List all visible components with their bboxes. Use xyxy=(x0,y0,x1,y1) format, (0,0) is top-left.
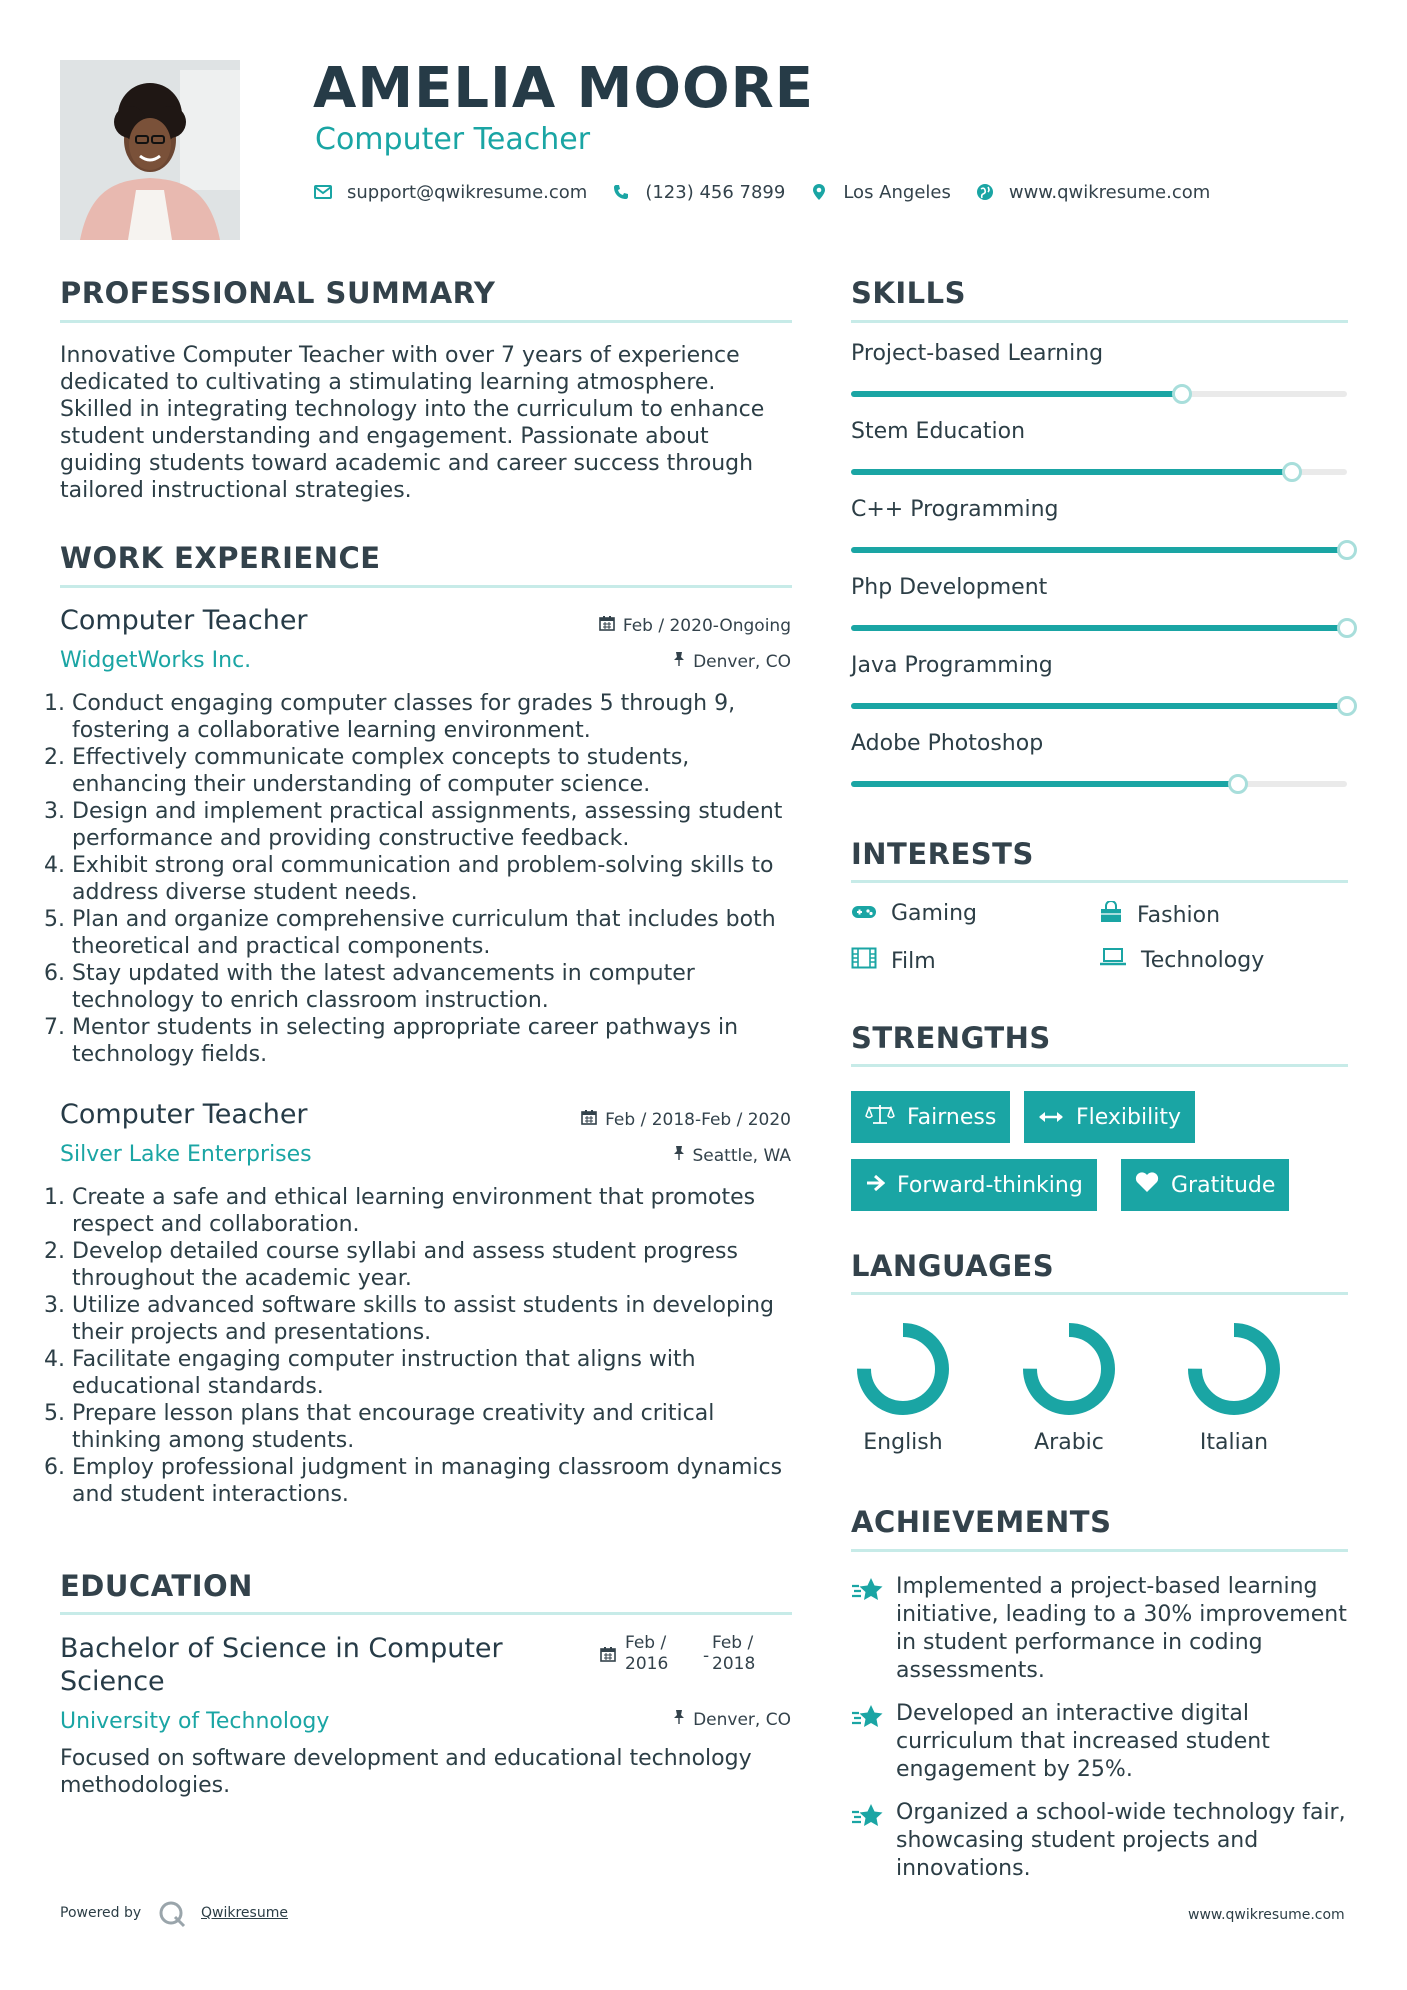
interest-label: Technology xyxy=(1141,947,1265,973)
strength-chip-forward-thinking xyxy=(851,1159,1097,1211)
degree-title: Bachelor of Science in Computer Science xyxy=(60,1633,503,1697)
language-level-arc xyxy=(1030,1330,1108,1408)
skill-level-fill xyxy=(851,391,1182,397)
list-item: 5. Prepare lesson plans that encourage creativity and critical thinking among students. xyxy=(72,1400,794,1454)
candidate-name: AMELIA MOORE xyxy=(313,56,814,121)
achievement-item: Organized a school-wide technology fair, showcasing student projects and innovations. xyxy=(896,1800,1346,1881)
star-icon xyxy=(851,1802,885,1834)
language-level-ring xyxy=(851,1317,955,1421)
interest-gaming xyxy=(851,901,977,926)
list-item: 3. Utilize advanced software skills to assist students in developing their projects and presentations. xyxy=(72,1292,794,1346)
work-divider xyxy=(60,585,792,588)
edu-date-separator: - xyxy=(703,1646,710,1666)
language-level-ring xyxy=(1017,1317,1121,1421)
contact-location: Los Angeles xyxy=(843,181,951,203)
education-heading: EDUCATION xyxy=(60,1569,253,1603)
job-dates-text: Feb / 2020-Ongoing xyxy=(622,615,791,636)
job-location xyxy=(531,1145,791,1166)
strength-chip-fairness xyxy=(851,1091,1010,1143)
edu-start-year: 2016 xyxy=(625,1654,669,1674)
languages-divider xyxy=(851,1292,1348,1295)
calendar-icon xyxy=(581,1109,597,1130)
footer-powered-by: Powered by xyxy=(60,1905,142,1921)
skill-level-knob xyxy=(1337,540,1357,560)
strength-label: Gratitude xyxy=(1171,1172,1276,1198)
calendar-icon xyxy=(600,1646,616,1666)
education-divider xyxy=(60,1612,792,1615)
strengths-divider xyxy=(851,1064,1348,1067)
job-location-text: Denver, CO xyxy=(693,651,791,672)
interest-technology xyxy=(1099,947,1264,973)
globe-icon xyxy=(975,182,995,202)
summary-divider xyxy=(60,320,792,323)
job-company: WidgetWorks Inc. xyxy=(60,648,252,673)
education-description: Focused on software development and educational technology methodologies. xyxy=(60,1746,752,1798)
skills-heading: SKILLS xyxy=(851,276,966,310)
interests-divider xyxy=(851,880,1348,883)
language-label: English xyxy=(863,1430,943,1455)
skill-label: Project-based Learning xyxy=(851,341,1104,366)
list-item: 3. Design and implement practical assignments, assessing student performance and providing constructive feedback. xyxy=(72,798,794,852)
interest-label: Gaming xyxy=(891,901,977,926)
qwikresume-logo-icon xyxy=(157,1899,187,1933)
skill-level-bar xyxy=(851,391,1347,397)
job-dates-text: Feb / 2018-Feb / 2020 xyxy=(605,1109,791,1130)
location-pin-icon xyxy=(809,182,829,202)
list-item: 7. Mentor students in selecting appropriate career pathways in technology fields. xyxy=(72,1014,794,1068)
skill-label: Stem Education xyxy=(851,419,1026,444)
job-title: Computer Teacher xyxy=(60,605,308,636)
achievements-divider xyxy=(851,1549,1348,1552)
school-location xyxy=(531,1709,791,1730)
strengths-heading: STRENGTHS xyxy=(851,1021,1051,1055)
interest-label: Film xyxy=(891,948,936,974)
strength-label: Fairness xyxy=(907,1104,997,1130)
skill-label: C++ Programming xyxy=(851,497,1059,522)
skills-divider xyxy=(851,320,1348,323)
contact-email[interactable]: support@qwikresume.com xyxy=(347,181,588,203)
list-item: 2. Effectively communicate complex concepts to students, enhancing their understanding of computer science. xyxy=(72,744,794,798)
film-icon xyxy=(851,947,877,975)
job-dates xyxy=(511,1109,791,1130)
arrows-horizontal-icon xyxy=(1038,1105,1064,1130)
email-icon xyxy=(313,182,333,202)
skill-label: Java Programming xyxy=(851,653,1053,678)
list-item: 5. Plan and organize comprehensive curriculum that includes both theoretical and practical components. xyxy=(72,906,794,960)
pushpin-icon xyxy=(673,1709,685,1730)
language-label: Italian xyxy=(1199,1430,1269,1455)
achievement-item: Developed an interactive digital curriculum that increased student engagement by 25%. xyxy=(896,1701,1270,1782)
list-item: 4. Facilitate engaging computer instruction that aligns with educational standards. xyxy=(72,1346,794,1400)
skill-level-knob xyxy=(1337,696,1357,716)
list-item: 6. Stay updated with the latest advancements in computer technology to enrich classroom instruction. xyxy=(72,960,794,1014)
interest-label: Fashion xyxy=(1137,902,1221,928)
job-title: Computer Teacher xyxy=(60,1099,308,1130)
contact-row xyxy=(313,178,1234,206)
skill-level-fill xyxy=(851,703,1347,709)
work-heading: WORK EXPERIENCE xyxy=(60,541,381,575)
skill-level-fill xyxy=(851,469,1292,475)
edu-start-month: Feb / xyxy=(625,1633,667,1653)
strength-label: Forward-thinking xyxy=(897,1172,1083,1198)
skill-level-knob xyxy=(1282,462,1302,482)
job-dates xyxy=(531,615,791,636)
pushpin-icon xyxy=(673,651,685,672)
list-item: 2. Develop detailed course syllabi and assess student progress throughout the academic year. xyxy=(72,1238,794,1292)
school-location-text: Denver, CO xyxy=(693,1709,791,1730)
skill-level-fill xyxy=(851,625,1347,631)
star-icon xyxy=(851,1703,885,1735)
edu-end-date xyxy=(712,1633,755,1675)
edu-end-month: Feb / xyxy=(712,1633,754,1653)
skill-level-bar xyxy=(851,469,1347,475)
list-item: 4. Exhibit strong oral communication and problem-solving skills to address diverse student needs. xyxy=(72,852,794,906)
scale-icon xyxy=(865,1103,895,1131)
skill-level-bar xyxy=(851,547,1347,553)
summary-text: Innovative Computer Teacher with over 7 years of experience dedicated to cultivating a stimulating learning atmosphere. Skilled in integrating technology into the curriculum to enhance student understanding and engagement. Passionate about guiding students toward academic and career success through tailored instructional strategies. xyxy=(60,343,765,503)
gamepad-icon xyxy=(851,901,877,926)
list-item: 1. Conduct engaging computer classes for grades 5 through 9, fostering a collaborative learning environment. xyxy=(72,690,794,744)
pushpin-icon xyxy=(673,1145,685,1166)
interest-fashion xyxy=(1099,901,1220,929)
footer-website[interactable]: www.qwikresume.com xyxy=(1188,1907,1345,1923)
language-label: Arabic xyxy=(1034,1430,1104,1455)
calendar-icon xyxy=(599,615,615,636)
achievements-heading: ACHIEVEMENTS xyxy=(851,1505,1112,1539)
skill-level-knob xyxy=(1172,384,1192,404)
skill-level-bar xyxy=(851,703,1347,709)
skill-level-bar xyxy=(851,781,1347,787)
phone-icon xyxy=(611,182,631,202)
skill-level-fill xyxy=(851,547,1347,553)
job-duties xyxy=(54,1184,794,1508)
summary-heading: PROFESSIONAL SUMMARY xyxy=(60,276,496,310)
edu-end-year: 2018 xyxy=(712,1654,756,1674)
skill-level-knob xyxy=(1228,774,1248,794)
skill-label: Adobe Photoshop xyxy=(851,731,1044,756)
candidate-title: Computer Teacher xyxy=(315,122,591,157)
achievement-item: Implemented a project-based learning initiative, leading to a 30% improvement in student performance in coding assessments. xyxy=(896,1574,1347,1683)
profile-photo xyxy=(60,60,240,240)
skill-level-knob xyxy=(1337,618,1357,638)
language-level-ring xyxy=(1182,1317,1286,1421)
contact-phone[interactable]: (123) 456 7899 xyxy=(645,181,786,203)
language-level-arc xyxy=(864,1330,942,1408)
interest-film xyxy=(851,947,936,975)
star-icon xyxy=(851,1576,885,1608)
arrow-right-icon xyxy=(865,1173,885,1198)
strength-chip-gratitude xyxy=(1121,1159,1289,1211)
skill-level-fill xyxy=(851,781,1238,787)
strength-label: Flexibility xyxy=(1076,1104,1181,1130)
strength-chip-flexibility xyxy=(1024,1091,1195,1143)
skill-label: Php Development xyxy=(851,575,1048,600)
job-location-text: Seattle, WA xyxy=(692,1145,791,1166)
list-item: 1. Create a safe and ethical learning environment that promotes respect and collaboration. xyxy=(72,1184,794,1238)
job-company: Silver Lake Enterprises xyxy=(60,1142,312,1167)
job-duties xyxy=(54,690,794,1068)
edu-start-date xyxy=(625,1633,668,1675)
footer-brand-link[interactable]: Qwikresume xyxy=(201,1905,288,1921)
contact-website[interactable]: www.qwikresume.com xyxy=(1008,181,1211,203)
job-location xyxy=(531,651,791,672)
school-name: University of Technology xyxy=(60,1709,330,1734)
interests-heading: INTERESTS xyxy=(851,837,1034,871)
heart-icon xyxy=(1135,1171,1159,1199)
list-item: 6. Employ professional judgment in managing classroom dynamics and student interactions. xyxy=(72,1454,794,1508)
languages-heading: LANGUAGES xyxy=(851,1249,1055,1283)
shopping-bag-icon xyxy=(1099,901,1123,929)
language-level-arc xyxy=(1195,1330,1273,1408)
laptop-icon xyxy=(1099,947,1127,973)
skill-level-bar xyxy=(851,625,1347,631)
